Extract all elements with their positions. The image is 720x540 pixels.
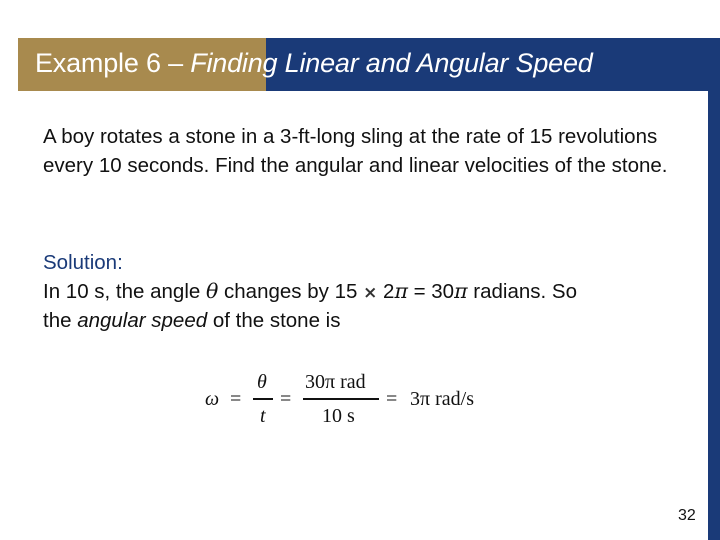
right-stripe xyxy=(708,91,720,540)
equals-sign: = xyxy=(280,388,292,410)
title-italic: Finding Linear and Angular Speed xyxy=(190,48,593,78)
t-denominator: t xyxy=(260,405,266,427)
angular-speed-term: angular speed xyxy=(77,309,208,332)
times-symbol: × xyxy=(363,283,378,303)
fraction-line xyxy=(303,398,379,400)
solution-text: 2 xyxy=(377,280,395,303)
solution-line-1 xyxy=(43,277,577,308)
pi-symbol: π xyxy=(454,279,468,303)
theta-symbol: θ xyxy=(205,279,219,303)
solution-text: the xyxy=(43,309,78,332)
solution-label: Solution: xyxy=(43,251,123,274)
slide-title xyxy=(35,48,593,79)
equation-result: 3π rad/s xyxy=(410,388,474,410)
page-number: 32 xyxy=(678,507,696,524)
theta-numerator: θ xyxy=(257,371,267,393)
fraction-denominator: 10 s xyxy=(322,405,355,427)
equals-sign: = xyxy=(386,388,398,410)
omega-symbol: ω xyxy=(205,388,220,410)
pi-symbol: π xyxy=(394,279,408,303)
solution-text: = 30 xyxy=(407,280,455,303)
solution-text: of the stone is xyxy=(207,309,341,332)
equals-sign: = xyxy=(230,388,242,410)
solution-text: radians. So xyxy=(467,280,577,303)
solution-text: In 10 s, the angle xyxy=(43,280,206,303)
angular-speed-equation xyxy=(205,368,505,430)
fraction-numerator: 30π rad xyxy=(305,371,366,393)
solution-line-2 xyxy=(43,306,340,335)
problem-text: A boy rotates a stone in a 3-ft-long sling at the rate of 15 revolutions every 10 seconds. Find the angular and linear velocities of the stone. xyxy=(43,125,668,177)
fraction-line xyxy=(253,398,273,400)
title-normal: Example 6 – xyxy=(35,48,191,78)
solution-text: changes by 15 xyxy=(218,280,364,303)
